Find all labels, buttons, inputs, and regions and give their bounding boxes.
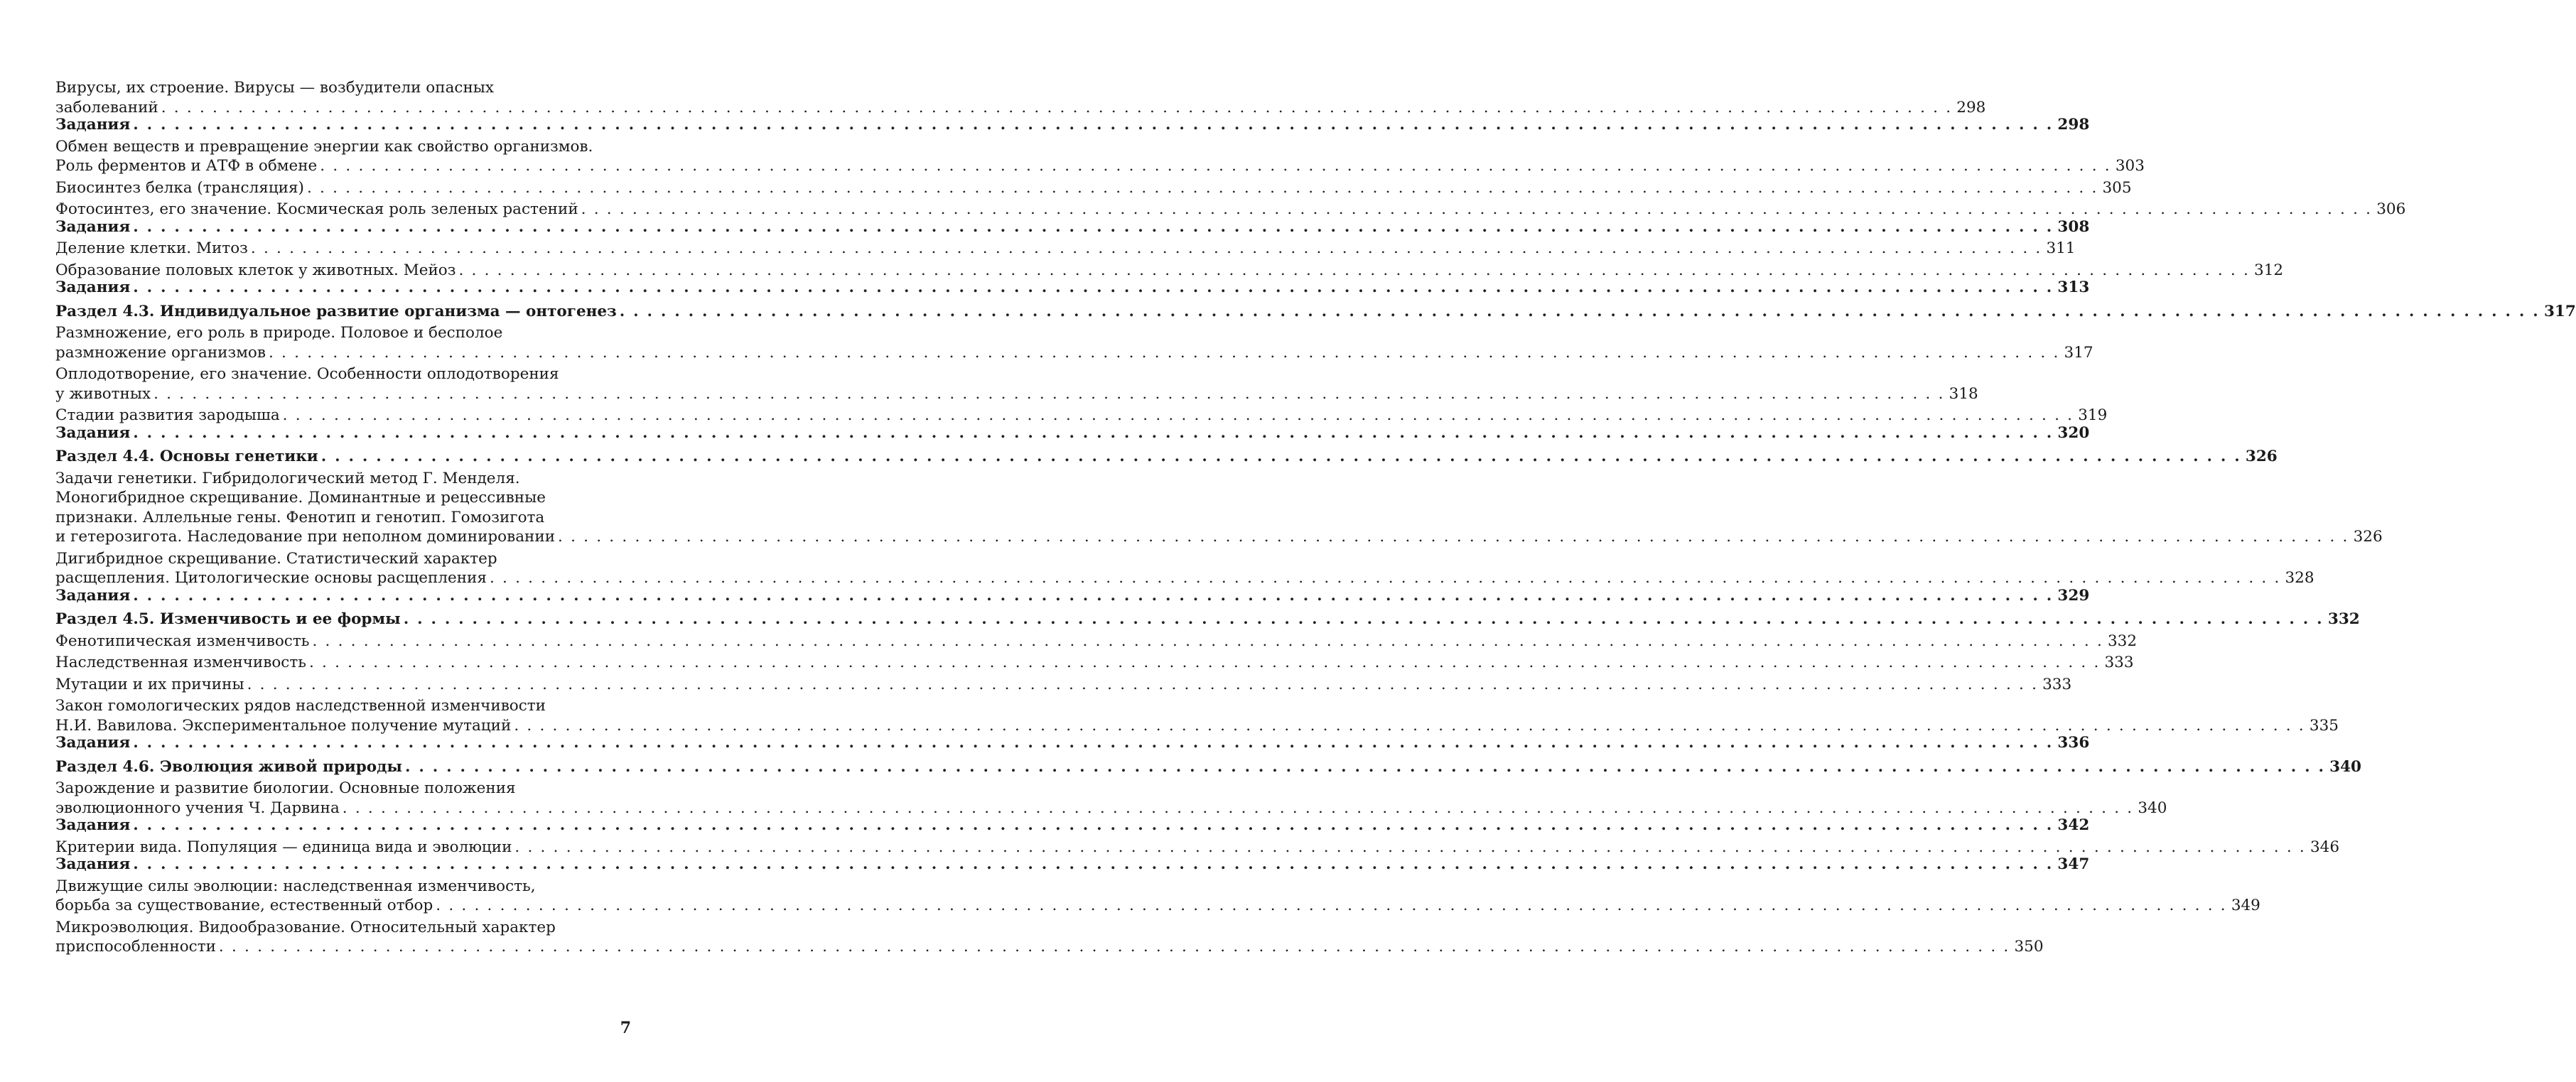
toc-page-number: 349 [2231, 897, 2260, 914]
toc-page-number: 329 [2057, 586, 2090, 605]
toc-entry [55, 78, 1986, 117]
toc-page-number: 326 [2353, 528, 2383, 546]
toc-entry-row [55, 115, 2090, 135]
toc-page-number: 313 [2057, 278, 2090, 296]
toc-entry-title-line: Задачи генетики. Гибридологический метод Г. Менделя. [55, 469, 520, 487]
toc-entry [55, 779, 2167, 818]
toc-entry-row [55, 98, 1986, 118]
toc-entry-title-line: Дигибридное скрещивание. Статистический характер [55, 549, 497, 568]
toc-entry-row [55, 156, 2145, 176]
toc-entry-row [55, 568, 2314, 588]
toc-entry-row [55, 406, 2108, 426]
toc-entry-row [55, 423, 2090, 443]
toc-entry-row [55, 447, 2278, 467]
toc-entry-row [55, 261, 2284, 281]
toc-page-number: 347 [2057, 855, 2090, 873]
toc-entry [55, 115, 2090, 135]
toc-entry [55, 549, 2314, 588]
toc-entry-row [55, 757, 2362, 777]
toc-entry-title-line: Мутации и их причины [55, 675, 244, 693]
toc-entry [55, 178, 2132, 198]
toc-page-number: 298 [2057, 116, 2090, 134]
toc-entry [55, 200, 2406, 220]
toc-entry-row [55, 733, 2090, 753]
toc-entry [55, 855, 2090, 875]
toc-entry-title-line: Деление клетки. Митоз [55, 239, 248, 257]
toc-entry-title-line: Задания [55, 278, 131, 296]
toc-entry [55, 675, 2072, 695]
table-of-contents [55, 78, 2576, 957]
toc-section-heading [55, 757, 2362, 777]
dot-leader [133, 855, 2053, 875]
toc-entry-title-line: Роль ферментов и АТФ в обмене [55, 157, 318, 175]
toc-entry-title-line: заболеваний [55, 98, 158, 117]
toc-entry [55, 918, 2044, 957]
dot-leader [321, 447, 2241, 467]
toc-page-number: 311 [2046, 239, 2076, 257]
toc-entry-row [55, 816, 2090, 835]
toc-entry [55, 632, 2138, 651]
toc-page-number: 340 [2138, 799, 2167, 817]
toc-entry-row [55, 302, 2576, 322]
toc-page-number: 332 [2108, 632, 2138, 650]
toc-entry [55, 278, 2090, 298]
dot-leader [405, 757, 2325, 777]
toc-page-number: 308 [2057, 217, 2090, 236]
dot-leader [283, 406, 2074, 426]
toc-entry [55, 423, 2090, 443]
dot-leader [133, 217, 2053, 237]
dot-leader [251, 239, 2042, 259]
page-number: 7 [620, 1019, 631, 1037]
toc-entry-row [55, 937, 2044, 957]
toc-entry-row [55, 675, 2072, 695]
toc-entry [55, 469, 2383, 547]
toc-entry [55, 217, 2090, 237]
toc-entry-title-line: приспособленности [55, 938, 216, 956]
toc-page-number: 335 [2309, 716, 2339, 735]
toc-entry-row [55, 653, 2134, 673]
toc-entry-title-line: Моногибридное скрещивание. Доминантные и рецессивные [55, 489, 546, 507]
toc-entry-row [55, 586, 2090, 606]
toc-entry-title-line: расщепления. Цитологические основы расщепления [55, 569, 487, 587]
toc-entry-title-line: признаки. Аллельные гены. Фенотип и генотип. Гомозигота [55, 508, 545, 526]
toc-entry-title-line: Зарождение и развитие биологии. Основные положения [55, 779, 516, 797]
toc-page-number: 317 [2064, 343, 2093, 362]
toc-page-number: 342 [2057, 816, 2090, 834]
dot-leader [514, 716, 2305, 736]
toc-entry [55, 838, 2340, 858]
dot-leader [514, 838, 2306, 858]
toc-entry-title-line: размножение организмов [55, 343, 266, 362]
toc-entry-row [55, 632, 2138, 651]
toc-entry-row [55, 178, 2132, 198]
toc-entry-row [55, 838, 2340, 858]
dot-leader [490, 568, 2281, 588]
toc-entry [55, 261, 2284, 281]
toc-page-number: 319 [2078, 406, 2108, 424]
toc-page-number: 328 [2285, 569, 2314, 587]
dot-leader [320, 156, 2111, 176]
toc-entry-title-line: борьба за существование, естественный отбор [55, 897, 433, 914]
dot-leader [161, 98, 1953, 118]
toc-page-number: 332 [2327, 610, 2360, 628]
toc-entry-title-line: Образование половых клеток у животных. Мейоз [55, 261, 456, 279]
toc-entry-row [55, 217, 2090, 237]
toc-entry-title-line: Обмен веществ и превращение энергии как свойство организмов. [55, 137, 593, 156]
toc-entry-title-line: Раздел 4.6. Эволюция живой природы [55, 757, 402, 776]
toc-page-number: 326 [2245, 448, 2278, 465]
dot-leader [309, 653, 2101, 673]
dot-leader [436, 896, 2227, 916]
toc-entry-title-line: Стадии развития зародыша [55, 406, 280, 424]
toc-entry-title-line: Фенотипическая изменчивость [55, 632, 310, 650]
dot-leader [581, 200, 2373, 220]
toc-entry-row [55, 278, 2090, 298]
toc-entry [55, 877, 2260, 916]
toc-entry-title-line: Задания [55, 423, 131, 442]
toc-page-number: 340 [2329, 757, 2362, 776]
toc-entry-title-line: Наследственная изменчивость [55, 654, 306, 671]
toc-entry-title-line: Размножение, его роль в природе. Половое и бесполое [55, 324, 503, 342]
dot-leader [133, 423, 2053, 443]
toc-entry-title-line: у животных [55, 384, 151, 403]
toc-entry-title-line: Задания [55, 116, 131, 134]
toc-page-number: 303 [2115, 157, 2145, 175]
toc-entry-title-line: Раздел 4.5. Изменчивость и ее формы [55, 610, 401, 628]
toc-entry-title-line: Раздел 4.4. Основы генетики [55, 448, 318, 465]
toc-entry-title-line: Закон гомологических рядов наследственной изменчивости [55, 697, 546, 715]
toc-page-number: 333 [2104, 654, 2134, 671]
toc-entry-title-line: Задания [55, 816, 131, 834]
toc-entry-row [55, 896, 2260, 916]
dot-leader [153, 384, 1945, 404]
dot-leader [133, 278, 2053, 298]
toc-entry [55, 653, 2134, 673]
toc-entry-row [55, 610, 2360, 629]
dot-leader [133, 115, 2053, 135]
toc-entry-row [55, 716, 2339, 736]
toc-page-number: 336 [2057, 734, 2090, 752]
toc-entry-title-line: Задания [55, 855, 131, 873]
toc-entry-title-line: Задания [55, 217, 131, 236]
dot-leader [620, 302, 2540, 322]
toc-entry [55, 816, 2090, 835]
toc-entry-title-line: Раздел 4.3. Индивидуальное развитие организма — онтогенез [55, 302, 617, 320]
toc-entry-row [55, 200, 2406, 220]
toc-entry-row [55, 855, 2090, 875]
toc-entry-title-line: Движущие силы эволюции: наследственная изменчивость, [55, 877, 536, 895]
dot-leader [558, 527, 2349, 547]
toc-entry [55, 586, 2090, 606]
toc-page-number: 318 [1949, 384, 1978, 403]
toc-entry-row [55, 384, 1978, 404]
dot-leader [312, 632, 2103, 651]
toc-entry [55, 364, 1978, 404]
toc-entry-row [55, 343, 2093, 363]
toc-entry [55, 406, 2108, 426]
dot-leader [247, 675, 2039, 695]
toc-entry-title-line: и гетерозигота. Наследование при неполном доминировании [55, 528, 556, 546]
toc-entry-title-line: Микроэволюция. Видообразование. Относительный характер [55, 918, 556, 936]
toc-entry-title-line: Биосинтез белка (трансляция) [55, 178, 304, 197]
toc-entry [55, 323, 2093, 362]
toc-entry-title-line: Критерии вида. Популяция — единица вида и эволюции [55, 838, 512, 856]
toc-page-number: 312 [2254, 261, 2284, 279]
toc-entry-title-line: Задания [55, 734, 131, 752]
toc-entry-title-line: Н.И. Вавилова. Экспериментальное получение мутаций [55, 716, 512, 735]
toc-entry-row [55, 239, 2076, 259]
toc-page-number: 306 [2376, 200, 2406, 218]
dot-leader [133, 586, 2053, 606]
toc-entry-title-line: Задания [55, 586, 131, 605]
toc-entry-title-line: Фотосинтез, его значение. Космическая роль зеленых растений [55, 200, 578, 218]
dot-leader [307, 178, 2098, 198]
toc-page-number: 298 [1956, 98, 1986, 117]
toc-entry-row [55, 799, 2167, 818]
toc-page-number: 320 [2057, 423, 2090, 442]
dot-leader [133, 733, 2053, 753]
toc-entry-title-line: Вирусы, их строение. Вирусы — возбудители опасных [55, 79, 495, 97]
toc-section-heading [55, 302, 2576, 322]
toc-entry [55, 733, 2090, 753]
dot-leader [133, 816, 2053, 835]
toc-entry [55, 137, 2145, 176]
dot-leader [404, 610, 2324, 629]
toc-page-number: 350 [2014, 938, 2044, 956]
toc-page-number: 317 [2543, 302, 2576, 320]
toc-entry-title-line: эволюционного учения Ч. Дарвина [55, 799, 340, 817]
dot-leader [458, 261, 2250, 281]
toc-entry-row [55, 527, 2383, 547]
dot-leader [343, 799, 2134, 818]
toc-page-number: 346 [2310, 838, 2340, 856]
dot-leader [219, 937, 2010, 957]
toc-section-heading [55, 447, 2278, 467]
toc-entry [55, 239, 2076, 259]
toc-section-heading [55, 610, 2360, 629]
toc-page-number: 305 [2102, 178, 2132, 197]
toc-entry [55, 696, 2339, 735]
toc-page-number: 333 [2042, 675, 2072, 693]
dot-leader [269, 343, 2060, 363]
toc-entry-title-line: Оплодотворение, его значение. Особенности оплодотворения [55, 365, 559, 383]
